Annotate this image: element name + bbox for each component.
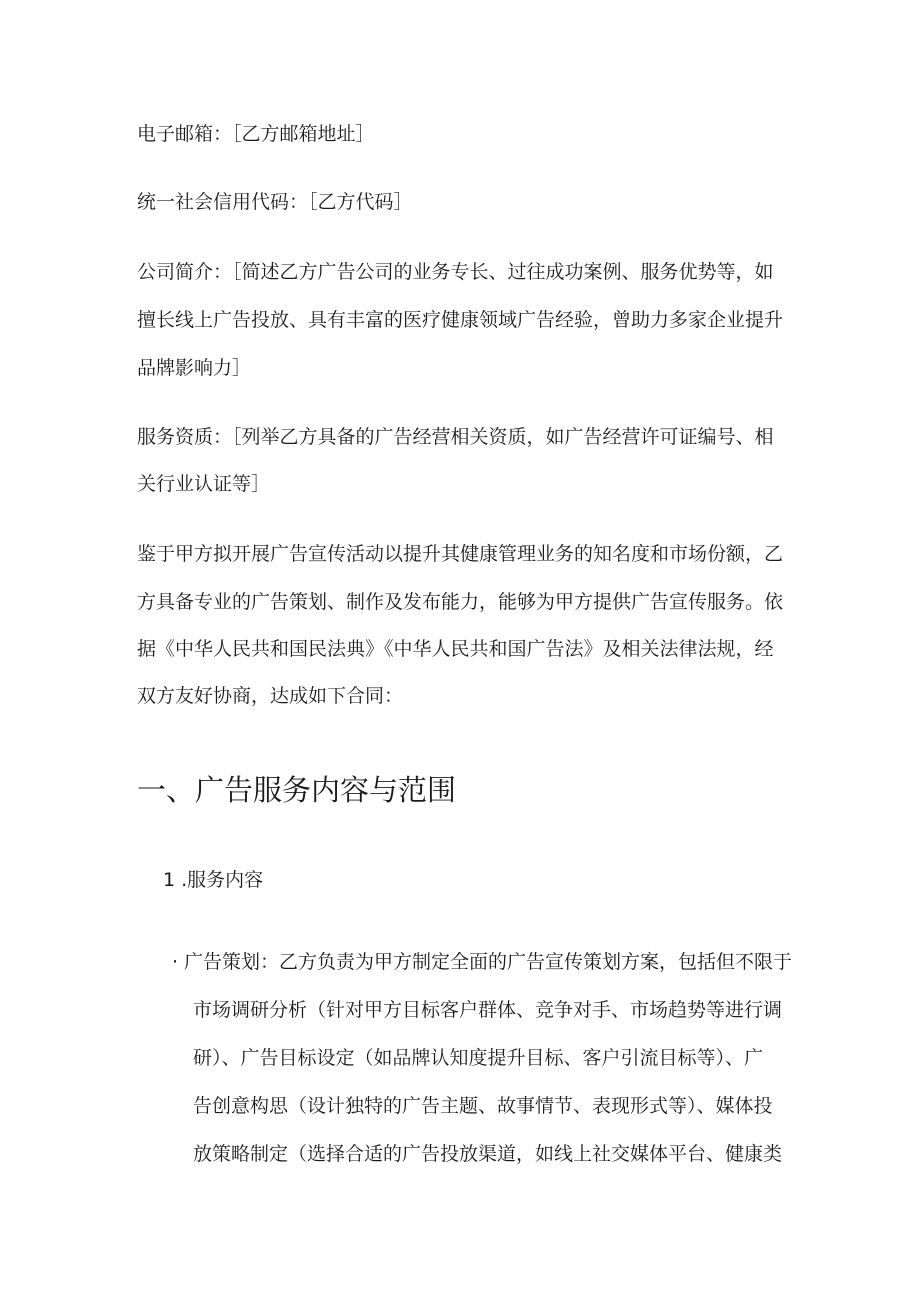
- paragraph-line: 品牌影响力］: [137, 357, 252, 379]
- paragraph-line: 双方友好协商，达成如下合同：: [137, 685, 404, 707]
- section-heading: 一、广告服务内容与范围: [137, 773, 457, 807]
- bullet-line: 放策略制定（选择合适的广告投放渠道，如线上社交媒体平台、健康类: [193, 1143, 783, 1165]
- email-line: 电子邮箱：［乙方邮箱地址］: [137, 123, 375, 145]
- credit-code-line: 统一社会信用代码：［乙方代码］: [137, 191, 413, 213]
- subsection-heading: 1 .服务内容: [163, 869, 264, 891]
- paragraph-line: 擅长线上广告投放、具有丰富的医疗健康领域广告经验，曾助力多家企业提升: [137, 309, 784, 331]
- bullet-line: 市场调研分析（针对甲方目标客户群体、竞争对手、市场趋势等进行调: [193, 999, 783, 1021]
- bullet-dot-icon: ·: [172, 951, 179, 973]
- paragraph-line: 公司简介：［简述乙方广告公司的业务专长、过往成功案例、服务优势等，如: [137, 261, 774, 283]
- bullet-line: 广告策划：乙方负责为甲方制定全面的广告宣传策划方案，包括但不限于: [184, 951, 793, 973]
- paragraph-line: 方具备专业的广告策划、制作及发布能力，能够为甲方提供广告宣传服务。依: [137, 591, 784, 613]
- paragraph-line: 鉴于甲方拟开展广告宣传活动以提升其健康管理业务的知名度和市场份额，乙: [137, 543, 784, 565]
- bullet-line: 告创意构思（设计独特的广告主题、故事情节、表现形式等）、媒体投: [193, 1095, 773, 1117]
- bullet-line: 研）、广告目标设定（如品牌认知度提升目标、客户引流目标等）、广: [193, 1047, 764, 1069]
- paragraph-line: 据《中华人民共和国民法典》《中华人民共和国广告法》及相关法律法规，经: [137, 638, 774, 660]
- paragraph-line: 服务资质：［列举乙方具备的广告经营相关资质，如广告经营许可证编号、相: [137, 426, 774, 448]
- paragraph-line: 关行业认证等］: [137, 473, 271, 495]
